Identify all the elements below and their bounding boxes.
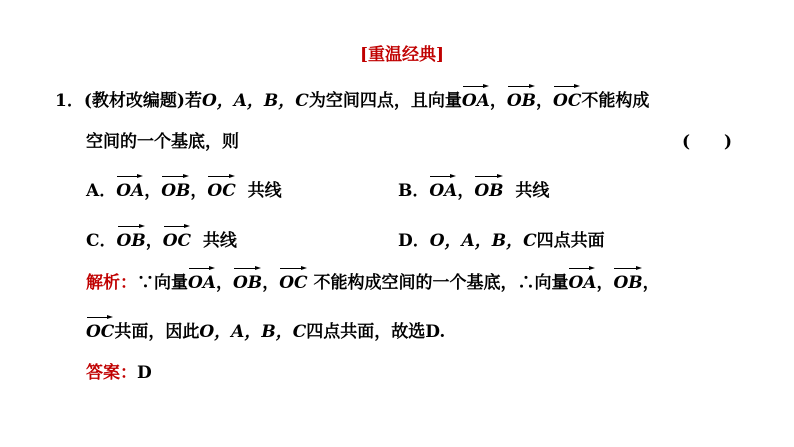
- option-d-label: D．: [398, 231, 430, 251]
- vector-oc: OC: [553, 84, 581, 112]
- answer-blank: ( ): [682, 132, 733, 152]
- question-line-2: 空间的一个基底，则: [86, 132, 239, 152]
- option-d: D．O，A，B，C四点共面: [398, 231, 605, 251]
- option-c-text: 共线: [202, 231, 237, 251]
- question-number: 1．: [55, 91, 84, 111]
- vector-oa: OA: [462, 84, 490, 112]
- option-b-text: 共线: [515, 181, 550, 201]
- question-points: O，A，B，C: [201, 91, 309, 111]
- answer-value: D: [137, 363, 152, 383]
- option-d-text: 四点共面: [536, 231, 605, 251]
- option-c-label: C．: [86, 231, 117, 251]
- analysis-choice: D.: [425, 322, 446, 342]
- option-c: C．OB，OC 共线: [86, 230, 237, 252]
- analysis-line-1: 解析：∵向量OA，OB，OC 不能构成空间的一个基底，∴向量OA，OB，: [86, 272, 660, 294]
- vector-ob: OB: [507, 84, 536, 112]
- answer-label: 答案：: [86, 363, 137, 383]
- question-source: (教材改编题): [83, 91, 185, 111]
- analysis-label: 解析：: [86, 273, 137, 293]
- option-b: B．OA，OB 共线: [398, 180, 549, 202]
- question-line-1: 1．(教材改编题)若O，A，B，C为空间四点，且向量OA，OB，OC不能构成: [55, 90, 649, 112]
- option-a-text: 共线: [247, 181, 282, 201]
- option-a-label: A．: [86, 181, 117, 201]
- analysis-line-2: OC共面，因此O，A，B，C四点共面，故选D.: [86, 321, 445, 343]
- option-b-label: B．: [398, 181, 430, 201]
- option-a: A．OA，OB，OC 共线: [86, 180, 282, 202]
- answer-line: [86, 362, 152, 384]
- section-title: [重温经典]: [360, 45, 445, 65]
